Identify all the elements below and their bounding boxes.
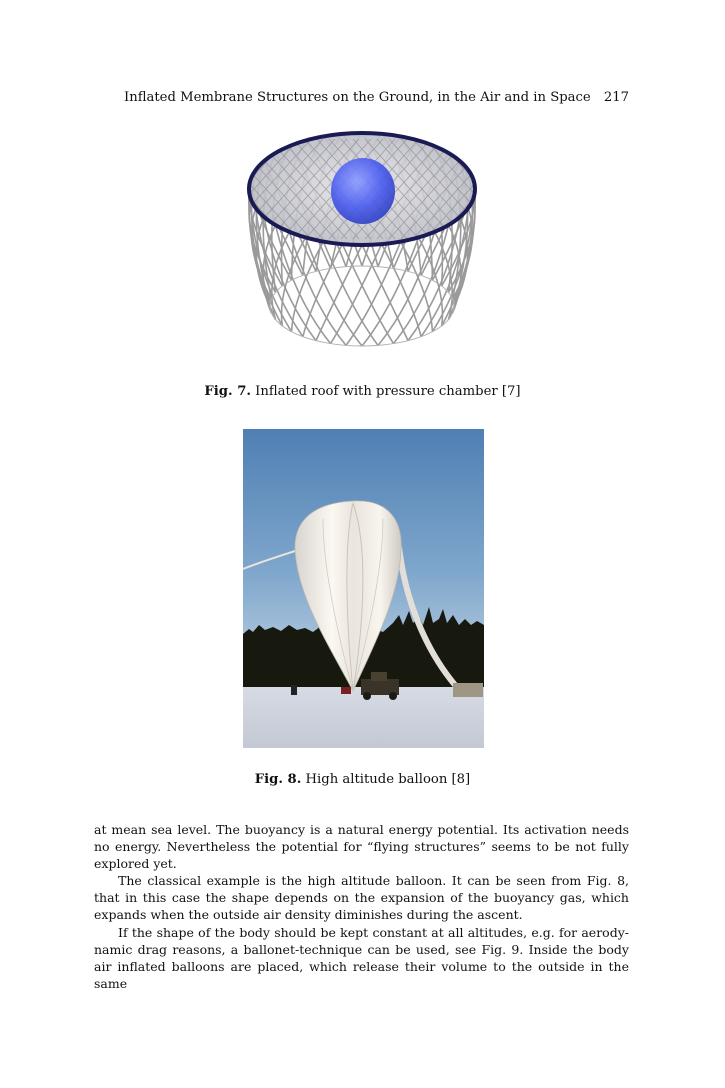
paragraph: The classical example is the high altitude balloon. It can be seen from Fig. 8, that in this case the shape depends on the expansion of the buoyancy gas, which expands when the outside air density diminishes during the ascent. — [94, 873, 629, 923]
page-number: 217 — [603, 90, 629, 105]
figure-8-image — [243, 429, 484, 748]
pressure-chamber-sphere — [331, 158, 395, 224]
lattice-strut — [362, 245, 408, 341]
figure-8-caption — [0, 771, 725, 789]
figure-8-label: Fig. 8. — [254, 772, 302, 787]
lattice-base-ring — [270, 266, 454, 346]
body-text — [94, 821, 629, 992]
paragraph: at mean sea level. The buoyancy is a natural energy potential. Its activation needs no energy. Nevertheless the potential for “flying structures” seems to be not fully explored yet. — [94, 822, 629, 872]
running-head — [124, 89, 629, 107]
running-title: Inflated Membrane Structures on the Ground, in the Air and in Space — [124, 90, 591, 105]
figure-8-caption-text: High altitude balloon [8] — [305, 772, 471, 787]
figure-7-label: Fig. 7. — [204, 384, 251, 399]
lattice-strut — [316, 245, 362, 341]
paragraph: If the shape of the body should be kept constant at all altitudes, e.g. for aerodynamic drag reasons, a ballonet-technique can be used, see Fig. 9. Inside the body air inflated balloons are placed, which release their volume to the outside in the same — [94, 924, 629, 991]
figure-7-image — [212, 128, 512, 360]
figure-7-caption-text: Inflated roof with pressure chamber [7] — [255, 384, 521, 399]
figure-7-caption — [0, 383, 725, 401]
